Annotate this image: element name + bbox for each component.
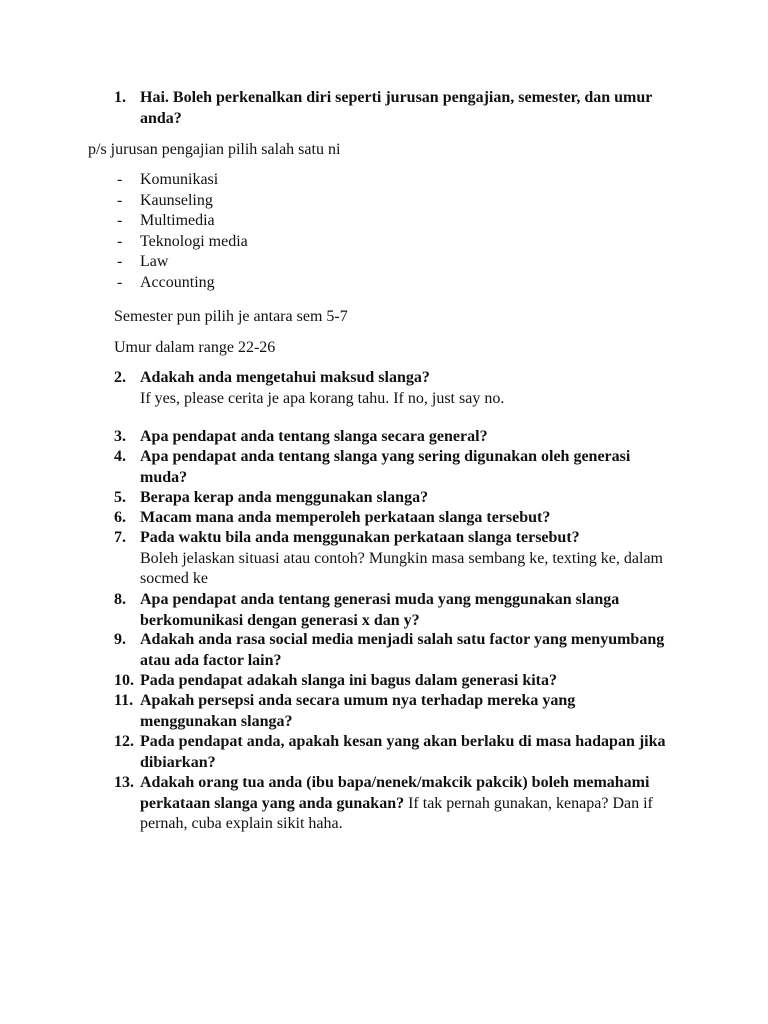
question-text: Apa pendapat anda tentang slanga secara general?: [140, 428, 488, 445]
question-text: Adakah orang tua anda (ibu bapa/nenek/makcik pakcik) boleh memahami perkataan slanga yang anda gunakan?: [140, 774, 650, 812]
question-number: 7.: [114, 529, 126, 546]
question-12: [114, 732, 674, 773]
question-subtext: If tak pernah gunakan, kenapa? Dan if pernah, cuba explain sikit haha.: [140, 794, 653, 833]
question-text: Apa pendapat anda tentang generasi muda yang menggunakan slanga berkomunikasi dengan generasi x dan y?: [140, 591, 620, 629]
question-11: [114, 691, 674, 732]
question-text: Pada pendapat adakah slanga ini bagus dalam generasi kita?: [140, 672, 557, 689]
question-8: [114, 590, 674, 631]
question-6: [114, 508, 674, 529]
question-text: Pada pendapat anda, apakah kesan yang akan berlaku di masa hadapan jika dibiarkan?: [140, 733, 666, 771]
question-number: 4.: [114, 448, 126, 465]
list-item: - Komunikasi: [117, 171, 219, 188]
question-number: 13.: [114, 774, 134, 791]
question-text: Berapa kerap anda menggunakan slanga?: [140, 489, 429, 506]
question-2: [114, 368, 674, 409]
list-item: - Teknologi media: [117, 232, 248, 250]
question-3: [114, 427, 674, 448]
question-subtext: If yes, please cerita je apa korang tahu. If no, just say no.: [140, 389, 505, 407]
list-item: - Kaunseling: [117, 191, 213, 209]
question-text: Adakah anda mengetahui maksud slanga?: [140, 369, 430, 386]
question-text: Pada waktu bila anda menggunakan perkataan slanga tersebut?: [140, 529, 580, 546]
program-list: [114, 170, 248, 294]
question-1: [114, 88, 674, 129]
list-item: - Multimedia: [117, 212, 215, 230]
question-13: [114, 773, 674, 835]
question-number: 8.: [114, 591, 126, 608]
question-text: Adakah anda rasa social media menjadi salah satu factor yang menyumbang atau ada factor lain?: [140, 631, 665, 669]
question-text: Macam mana anda memperoleh perkataan slanga tersebut?: [140, 509, 551, 526]
question-number: 2.: [114, 369, 126, 386]
question-subtext: Boleh jelaskan situasi atau contoh? Mungkin masa sembang ke, texting ke, dalam socmed ke: [140, 549, 663, 588]
question-text: Apa pendapat anda tentang slanga yang sering digunakan oleh generasi muda?: [140, 448, 631, 486]
question-number: 11.: [114, 692, 134, 709]
question-text: Apakah persepsi anda secara umum nya terhadap mereka yang menggunakan slanga?: [140, 692, 576, 730]
question-9: [114, 630, 674, 671]
question-4: [114, 447, 674, 488]
question-number: 3.: [114, 428, 126, 445]
question-5: [114, 488, 674, 509]
note-study-program: p/s jurusan pengajian pilih salah satu ni: [88, 141, 341, 158]
question-number: 1.: [114, 89, 126, 106]
question-number: 5.: [114, 489, 126, 506]
note-semester: Semester pun pilih je antara sem 5-7: [114, 308, 348, 325]
question-10: [114, 671, 674, 692]
question-text: Hai. Boleh perkenalkan diri seperti jurusan pengajian, semester, dan umur anda?: [140, 89, 653, 127]
question-number: 6.: [114, 509, 126, 526]
question-number: 9.: [114, 631, 126, 648]
question-7: [114, 528, 674, 590]
note-age: Umur dalam range 22-26: [114, 339, 276, 356]
question-number: 10.: [114, 672, 134, 689]
list-item: - Accounting: [117, 273, 215, 291]
question-number: 12.: [114, 733, 134, 750]
list-item: - Law: [117, 253, 169, 271]
